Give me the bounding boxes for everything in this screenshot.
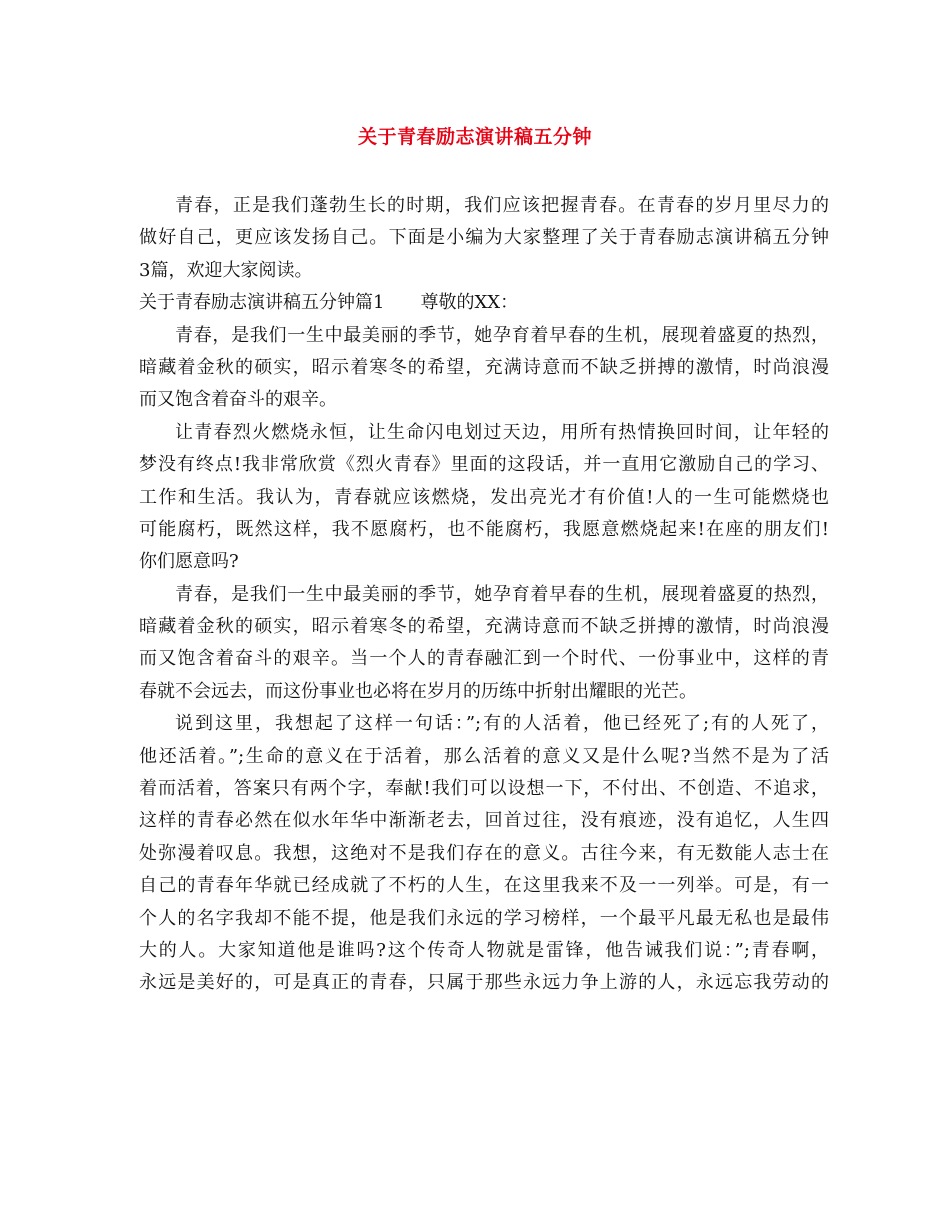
- text-line: 这样的青春必然在似水年华中渐渐老去，回首过往，没有痕迹，没有追忆，人生四: [139, 810, 829, 832]
- body-paragraph: [139, 320, 829, 417]
- section-heading: 关于青春励志演讲稿五分钟篇1 尊敬的XX：: [139, 292, 519, 314]
- text-line: 自己的青春年华就已经成就了不朽的人生，在这里我来不及一一列举。可是，有一: [139, 875, 829, 897]
- text-line: 而又饱含着奋斗的艰辛。: [139, 389, 337, 411]
- text-line: 可能腐朽，既然这样，我不愿腐朽，也不能腐朽，我愿意燃烧起来!在座的朋友们!: [139, 518, 829, 540]
- text-line: 他还活着。”;生命的意义在于活着，那么活着的意义又是什么呢?当然不是为了活: [139, 745, 829, 767]
- text-line: 青春，正是我们蓬勃生长的时期，我们应该把握青春。在青春的岁月里尽力的: [175, 195, 829, 216]
- text-line: 个人的名字我却不能不提，他是我们永远的学习榜样，一个最平凡最无私也是最伟: [139, 907, 829, 929]
- text-line: 暗藏着金秋的硕实，昭示着寒冬的希望，充满诗意而不缺乏拼搏的激情，时尚浪漫: [139, 356, 829, 378]
- text-line: 3篇，欢迎大家阅读。: [139, 259, 313, 281]
- body-paragraph: [139, 708, 829, 1000]
- text-line: 说到这里，我想起了这样一句话：”;有的人活着，他已经死了;有的人死了，: [175, 713, 829, 735]
- text-line: 让青春烈火燃烧永恒，让生命闪电划过天边，用所有热情换回时间，让年轻的: [175, 421, 829, 443]
- text-line: 暗藏着金秋的硕实，昭示着寒冬的希望，充满诗意而不缺乏拼搏的激情，时尚浪漫: [139, 616, 829, 638]
- text-line: 青春，是我们一生中最美丽的季节，她孕育着早春的生机，展现着盛夏的热烈，: [175, 583, 829, 605]
- text-line: 处弥漫着叹息。我想，这绝对不是我们存在的意义。古往今来，有无数能人志士在: [139, 842, 829, 864]
- text-line: 你们愿意吗?: [139, 551, 239, 573]
- body-paragraph: [139, 579, 829, 709]
- text-line: 大的人。大家知道他是谁吗?这个传奇人物就是雷锋，他告诫我们说：”;青春啊，: [139, 939, 829, 961]
- text-line: 工作和生活。我认为，青春就应该燃烧，发出亮光才有价值!人的一生可能燃烧也: [139, 486, 829, 508]
- text-line: 着而活着，答案只有两个字，奉献!我们可以设想一下，不付出、不创造、不追求，: [139, 778, 829, 800]
- text-line: 做好自己，更应该发扬自己。下面是小编为大家整理了关于青春励志演讲稿五分钟: [139, 227, 829, 249]
- document-body: [139, 190, 829, 1000]
- document-title: 关于青春励志演讲稿五分钟: [357, 126, 592, 148]
- intro-paragraph: [139, 190, 829, 287]
- text-line: 青春，是我们一生中最美丽的季节，她孕育着早春的生机，展现着盛夏的热烈，: [175, 324, 829, 346]
- text-line: 春就不会远去，而这份事业也必将在岁月的历练中折射出耀眼的光芒。: [139, 680, 697, 702]
- text-line: 永远是美好的，可是真正的青春，只属于那些永远力争上游的人，永远忘我劳动的: [139, 972, 829, 994]
- text-line: 梦没有终点!我非常欣赏《烈火青春》里面的这段话，并一直用它激励自己的学习、: [139, 454, 829, 476]
- text-line: 而又饱含着奋斗的艰辛。当一个人的青春融汇到一个时代、一份事业中，这样的青: [139, 648, 829, 670]
- body-paragraph: [139, 417, 829, 579]
